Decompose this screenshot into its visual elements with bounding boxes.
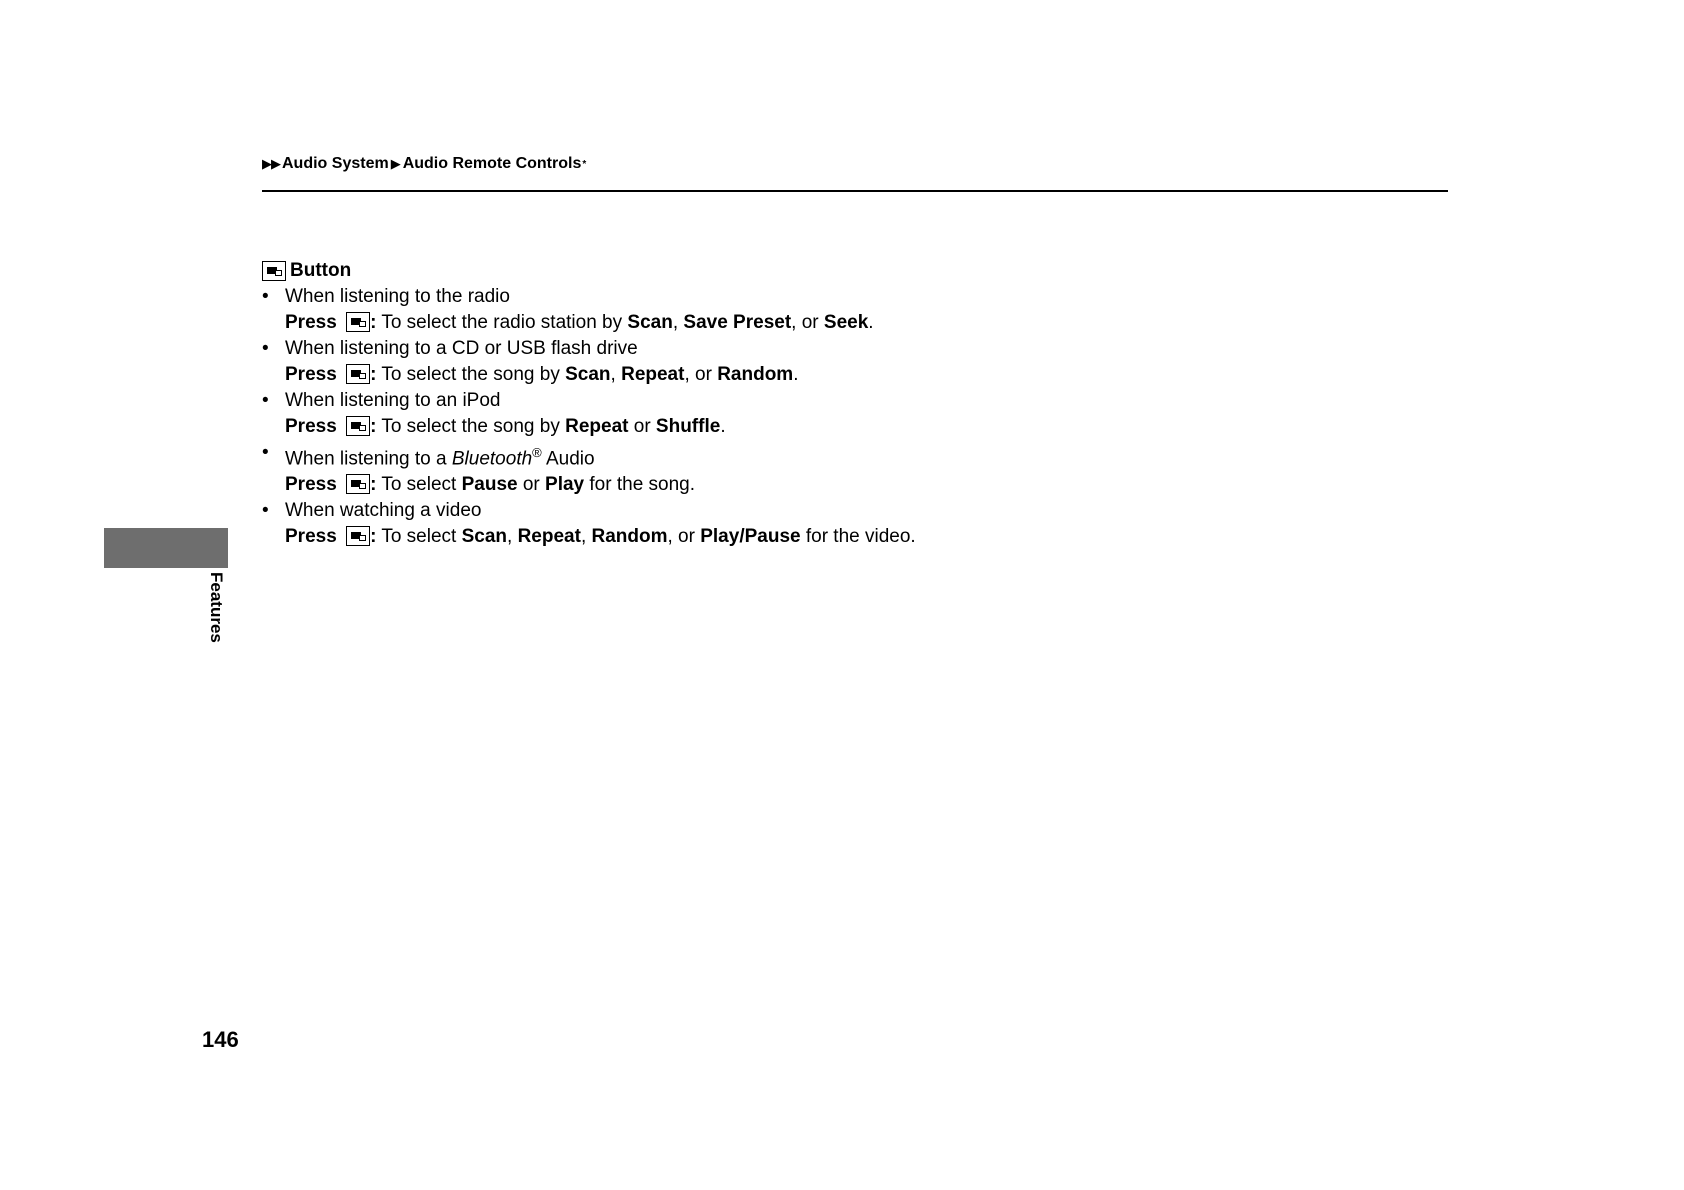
colon: : (370, 416, 377, 437)
registered-mark: ® (532, 445, 542, 460)
press-label: Press (285, 364, 337, 385)
press-line (262, 310, 1412, 336)
text: To select (376, 526, 462, 548)
press-line (262, 524, 1412, 550)
option-random: Random (591, 526, 668, 548)
bullet-text: When watching a video (285, 500, 482, 522)
breadcrumb-audio-remote-controls[interactable]: Audio Remote Controls (402, 155, 582, 172)
option-play: Play (545, 474, 585, 496)
text: . (868, 312, 874, 333)
text: for the song. (584, 474, 696, 496)
bullet-text: When listening to a CD or USB flash drive (285, 338, 638, 359)
colon: : (370, 364, 377, 385)
list-item (262, 336, 1412, 362)
option-shuffle: Shuffle (655, 416, 721, 437)
text: for the video. (800, 526, 916, 548)
display-mode-icon (262, 261, 286, 281)
colon: : (370, 312, 377, 333)
bullet-text: Audio (541, 448, 595, 470)
breadcrumb (262, 155, 586, 173)
option-repeat: Repeat (517, 526, 581, 548)
text: To select (376, 474, 462, 496)
option-random: Random (717, 364, 794, 385)
option-save-preset: Save Preset (683, 312, 792, 333)
colon: : (370, 474, 377, 496)
display-mode-icon (346, 416, 370, 436)
option-pause: Pause (461, 474, 518, 496)
chapter-tab-label: Features (207, 572, 226, 643)
text: To select the radio station by (376, 312, 628, 333)
breadcrumb-audio-system[interactable]: Audio System (282, 155, 389, 172)
section-heading (262, 258, 1412, 284)
chapter-tab[interactable] (104, 528, 228, 568)
option-play-pause: Play/Pause (700, 526, 801, 548)
display-mode-icon (346, 364, 370, 384)
bullet-text: When listening to a (285, 448, 452, 470)
press-label: Press (285, 526, 337, 548)
text: To select the song by (376, 364, 566, 385)
page-number: 146 (202, 1027, 239, 1052)
text: , or (667, 526, 701, 548)
option-repeat: Repeat (621, 364, 685, 385)
option-scan: Scan (627, 312, 673, 333)
section-heading-text: Button (290, 260, 352, 281)
option-scan: Scan (461, 526, 508, 548)
header-rule (262, 190, 1448, 192)
list-item (262, 440, 1412, 472)
display-mode-icon (346, 312, 370, 332)
list-item (262, 284, 1412, 310)
bullet-text: When listening to an iPod (285, 390, 501, 411)
press-line (262, 472, 1412, 498)
text: , (672, 312, 684, 333)
display-mode-icon (346, 474, 370, 494)
double-arrow-icon: ▶▶ (262, 156, 280, 171)
press-label: Press (285, 416, 337, 437)
text: To select the song by (376, 416, 566, 437)
bluetooth-text: Bluetooth (451, 448, 533, 470)
press-line (262, 362, 1412, 388)
text: , or (791, 312, 824, 333)
list-item (262, 498, 1412, 524)
display-mode-icon (346, 526, 370, 546)
option-scan: Scan (565, 364, 611, 385)
text: , (580, 526, 592, 548)
list-item (262, 388, 1412, 414)
press-label: Press (285, 312, 337, 333)
press-label: Press (285, 474, 337, 496)
text: . (720, 416, 726, 437)
bullet-text: When listening to the radio (285, 286, 510, 307)
text: , (507, 526, 518, 548)
text: or (517, 474, 546, 496)
text: , (610, 364, 622, 385)
option-repeat: Repeat (565, 416, 629, 437)
colon: : (370, 526, 377, 548)
option-seek: Seek (823, 312, 869, 333)
arrow-icon: ▶ (390, 156, 401, 171)
button-section (262, 258, 1412, 550)
text: . (793, 364, 799, 385)
text: , or (684, 364, 718, 385)
text: or (628, 416, 656, 437)
press-line (262, 414, 1412, 440)
breadcrumb-asterisk: * (582, 158, 587, 170)
